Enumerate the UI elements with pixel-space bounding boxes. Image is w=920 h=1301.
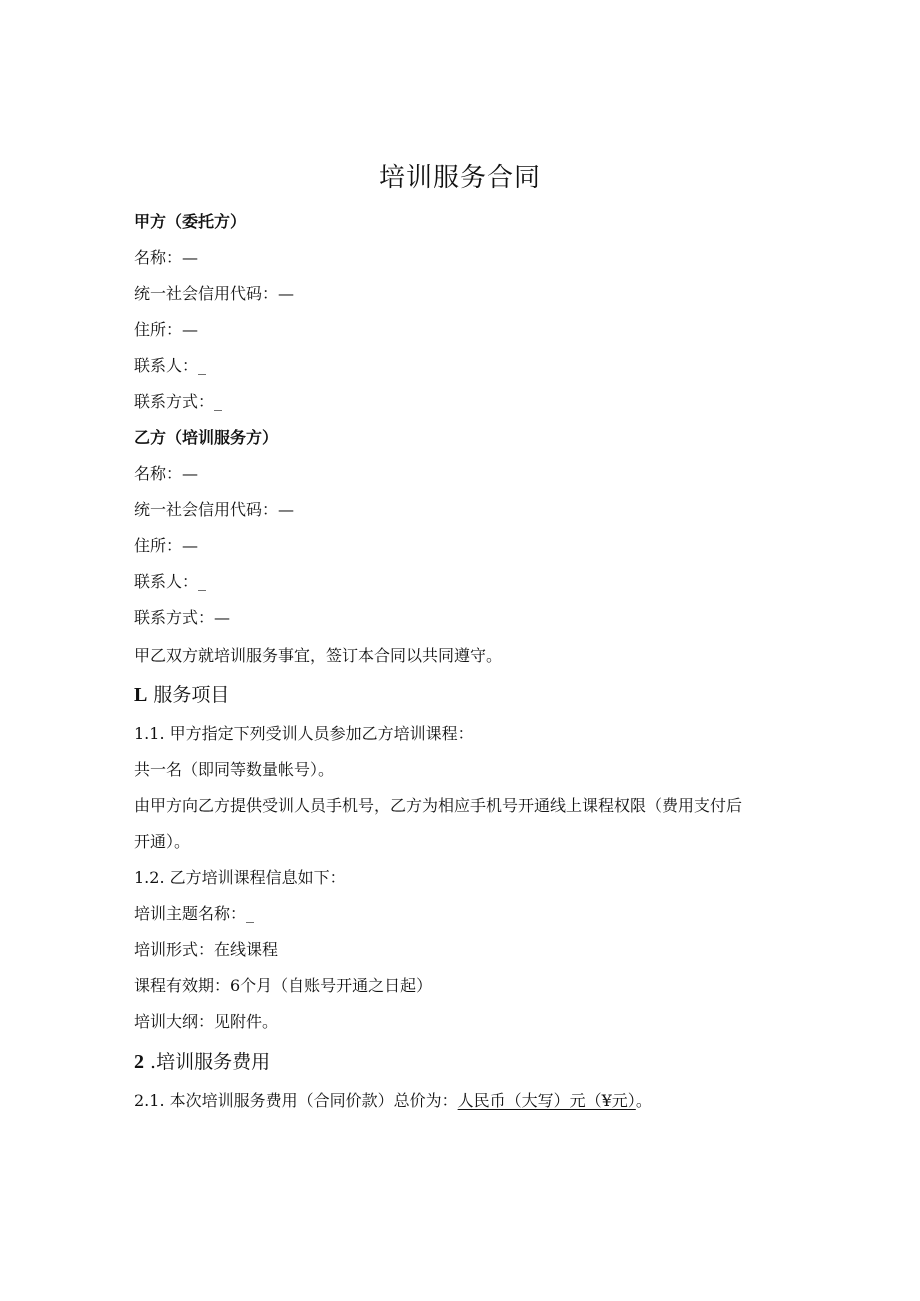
clause-2-1 (134, 1089, 652, 1113)
clause-1-1: 1.1. 甲方指定下列受训人员参加乙方培训课程： (134, 724, 474, 743)
phone-provision-line-2: 开通）。 (134, 832, 191, 851)
course-topic: 培训主题名称：_ (134, 904, 255, 923)
party-a-name: 名称：— (134, 248, 199, 267)
section-2-number: 2 (134, 1051, 144, 1073)
party-b-credit-code: 统一社会信用代码：— (134, 500, 295, 519)
document-title: 培训服务合同 (378, 163, 541, 193)
intro-paragraph: 甲乙双方就培训服务事宜，签订本合同以共同遵守。 (134, 646, 503, 665)
party-a-heading: 甲方（委托方） (134, 212, 247, 231)
party-b-contact-method: 联系方式：— (134, 608, 231, 627)
party-b-address: 住所：— (134, 536, 199, 555)
phone-provision-line-1: 由甲方向乙方提供受训人员手机号，乙方为相应手机号开通线上课程权限（费用支付后 (134, 796, 743, 815)
party-b-heading: 乙方（培训服务方） (134, 428, 279, 447)
section-1-title: 服务项目 (153, 684, 230, 706)
course-format: 培训形式：在线课程 (134, 940, 279, 959)
party-a-contact-method: 联系方式：_ (134, 392, 223, 411)
party-b-contact: 联系人：_ (134, 572, 207, 591)
fee-suffix: 。 (635, 1091, 652, 1110)
party-a-credit-code: 统一社会信用代码：— (134, 284, 295, 303)
clause-1-2: 1.2. 乙方培训课程信息如下： (134, 868, 346, 887)
section-1-heading (134, 683, 229, 707)
fee-prefix: 2.1. 本次培训服务费用（合同价款）总价为： (134, 1091, 458, 1110)
party-b-name: 名称：— (134, 464, 199, 483)
fee-amount: 人民币（大写）元（¥元） (457, 1091, 636, 1110)
party-a-contact: 联系人：_ (134, 356, 207, 375)
section-2-title: .培训服务费用 (150, 1051, 271, 1073)
section-2-heading (134, 1050, 270, 1074)
trainee-count: 共一名（即同等数量帐号）。 (134, 760, 335, 779)
course-validity: 课程有效期：6个月（自账号开通之日起） (134, 976, 433, 995)
course-outline: 培训大纲：见附件。 (134, 1012, 279, 1031)
party-a-address: 住所：— (134, 320, 199, 339)
section-1-number: L (134, 684, 148, 706)
